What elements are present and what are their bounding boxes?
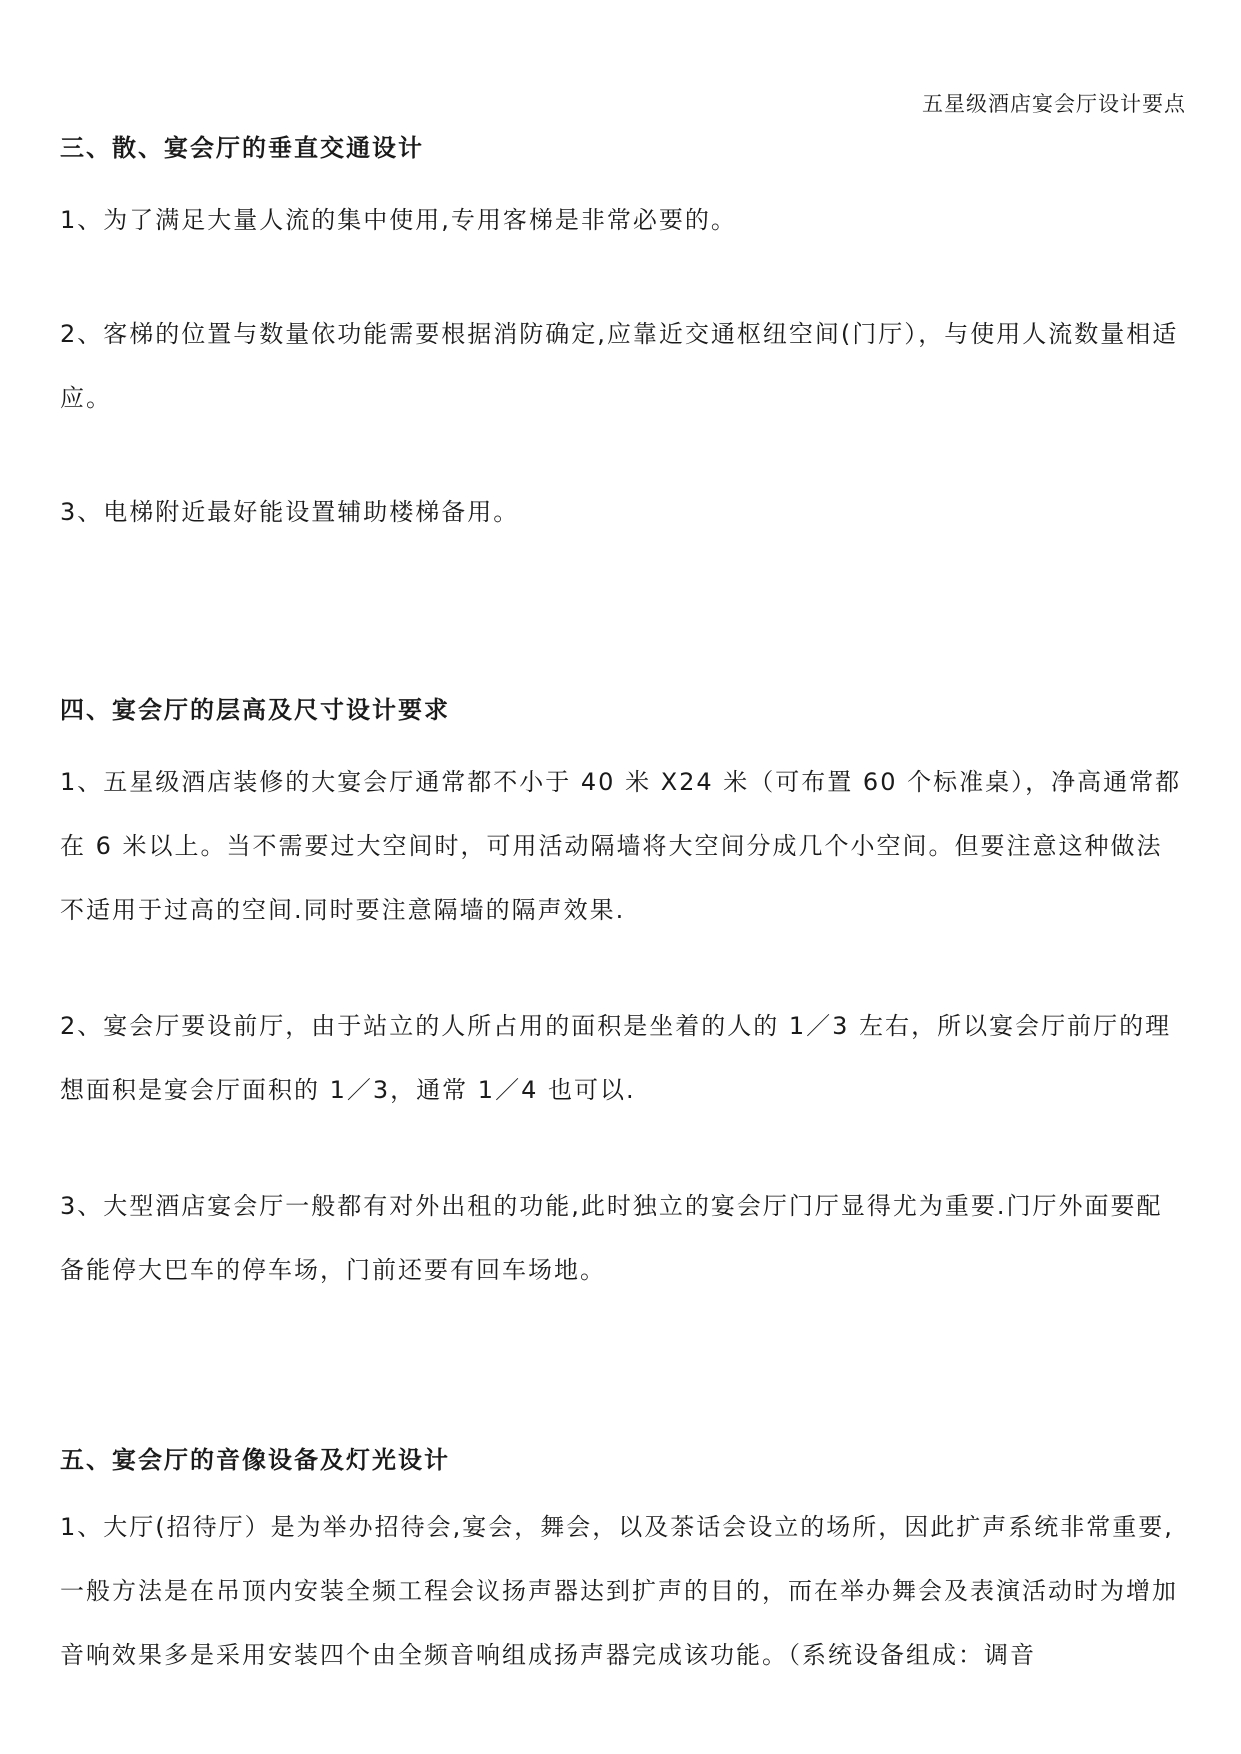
- section-height-size: [60, 690, 1185, 1354]
- paragraph: 2、宴会厅要设前厅，由于站立的人所占用的面积是坐着的人的 1／3 左右，所以宴会厅前厅的理想面积是宴会厅面积的 1／3，通常 1／4 也可以.: [60, 1012, 1172, 1104]
- running-header: 五星级酒店宴会厅设计要点: [922, 92, 1186, 116]
- section-title: 五、宴会厅的音像设备及灯光设计: [60, 1446, 450, 1474]
- paragraph: 1、五星级酒店装修的大宴会厅通常都不小于 40 米 X24 米（可布置 60 个标准桌），净高通常都在 6 米以上。当不需要过大空间时，可用活动隔墙将大空间分成几个小空间。但要注意这种做法不适用于过高的空间.同时要注意隔墙的隔声效果.: [60, 768, 1182, 924]
- section-title: 四、宴会厅的层高及尺寸设计要求: [60, 696, 450, 724]
- paragraph: 1、为了满足大量人流的集中使用,专用客梯是非常必要的。: [60, 206, 737, 234]
- paragraph: 3、电梯附近最好能设置辅助楼梯备用。: [60, 498, 520, 526]
- paragraph: 1、大厅(招待厅）是为举办招待会,宴会，舞会，以及茶话会设立的场所，因此扩声系统非常重要,一般方法是在吊顶内安装全频工程会议扬声器达到扩声的目的，而在举办舞会及表演活动时为增加音响效果多是采用安装四个由全频音响组成扬声器完成该功能。（系统设备组成：调音: [60, 1513, 1178, 1669]
- section-av-lighting: [60, 1440, 1185, 1687]
- paragraph: 3、大型酒店宴会厅一般都有对外出租的功能,此时独立的宴会厅门厅显得尤为重要.门厅外面要配备能停大巴车的停车场，门前还要有回车场地。: [60, 1192, 1163, 1284]
- section-title: 三、散、宴会厅的垂直交通设计: [60, 134, 424, 162]
- paragraph: 2、客梯的位置与数量依功能需要根据消防确定,应靠近交通枢纽空间(门厅），与使用人流数量相适应。: [60, 320, 1179, 412]
- section-vertical-traffic: [60, 128, 1185, 594]
